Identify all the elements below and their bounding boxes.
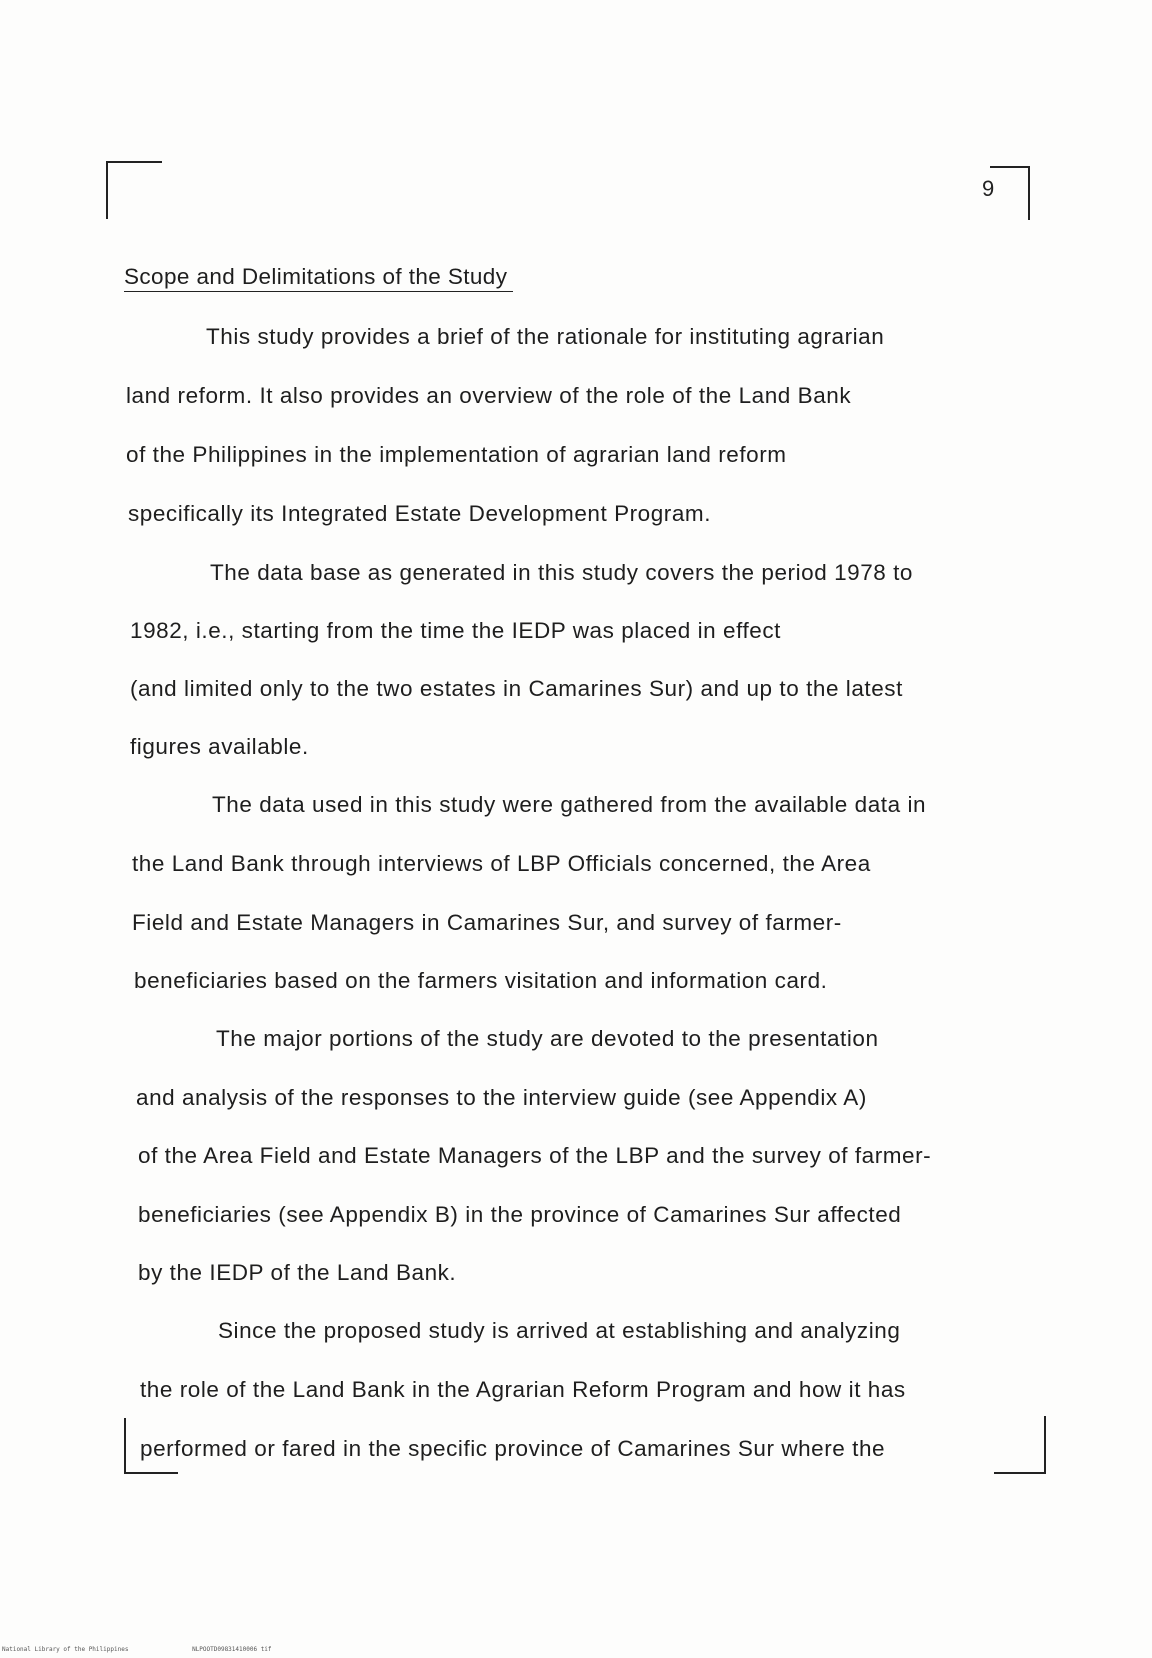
body-line: Field and Estate Managers in Camarines Sur, and survey of farmer-: [132, 910, 842, 935]
scan-footer: [2, 1646, 332, 1653]
body-line: the Land Bank through interviews of LBP Officials concerned, the Area: [132, 851, 871, 876]
body-line: and analysis of the responses to the interview guide (see Appendix A): [136, 1085, 867, 1110]
body-line: of the Area Field and Estate Managers of the LBP and the survey of farmer-: [138, 1143, 932, 1168]
crop-mark-bottom-left-horizontal: [124, 1472, 178, 1474]
body-line: land reform. It also provides an overview of the role of the Land Bank: [126, 383, 852, 408]
body-line: the role of the Land Bank in the Agrarian Reform Program and how it has: [140, 1377, 906, 1402]
crop-mark-bottom-right-vertical: [1044, 1416, 1046, 1474]
body-line: (and limited only to the two estates in Camarines Sur) and up to the latest: [130, 676, 903, 701]
crop-mark-top-left-vertical: [106, 161, 108, 219]
crop-mark-bottom-right-horizontal: [994, 1472, 1046, 1474]
body-line: performed or fared in the specific province of Camarines Sur where the: [140, 1436, 886, 1461]
body-line: beneficiaries based on the farmers visitation and information card.: [134, 968, 828, 993]
footer-library: National Library of the Philippines: [2, 1646, 129, 1653]
section-heading: Scope and Delimitations of the Study: [124, 264, 513, 292]
body-line: specifically its Integrated Estate Development Program.: [128, 501, 712, 526]
body-line: The data base as generated in this study covers the period 1978 to: [210, 560, 913, 585]
footer-file-id: NLPOOTD09831410006 tif: [192, 1646, 272, 1653]
crop-mark-top-right-vertical: [1028, 166, 1030, 220]
body-line: The major portions of the study are devoted to the presentation: [216, 1026, 879, 1051]
body-line: by the IEDP of the Land Bank.: [138, 1260, 457, 1285]
body-line: beneficiaries (see Appendix B) in the province of Camarines Sur affected: [138, 1202, 902, 1227]
crop-mark-top-right-horizontal: [990, 166, 1030, 168]
crop-mark-bottom-left-vertical: [124, 1418, 126, 1474]
crop-mark-top-left-horizontal: [106, 161, 162, 163]
body-line: The data used in this study were gathered from the available data in: [212, 792, 927, 817]
body-line: This study provides a brief of the rationale for instituting agrarian: [206, 324, 885, 349]
page-number: 9: [982, 176, 995, 201]
body-line: figures available.: [130, 734, 309, 759]
body-line: Since the proposed study is arrived at establishing and analyzing: [218, 1318, 901, 1343]
body-line: of the Philippines in the implementation of agrarian land reform: [126, 442, 787, 467]
body-line: 1982, i.e., starting from the time the IEDP was placed in effect: [130, 618, 781, 643]
